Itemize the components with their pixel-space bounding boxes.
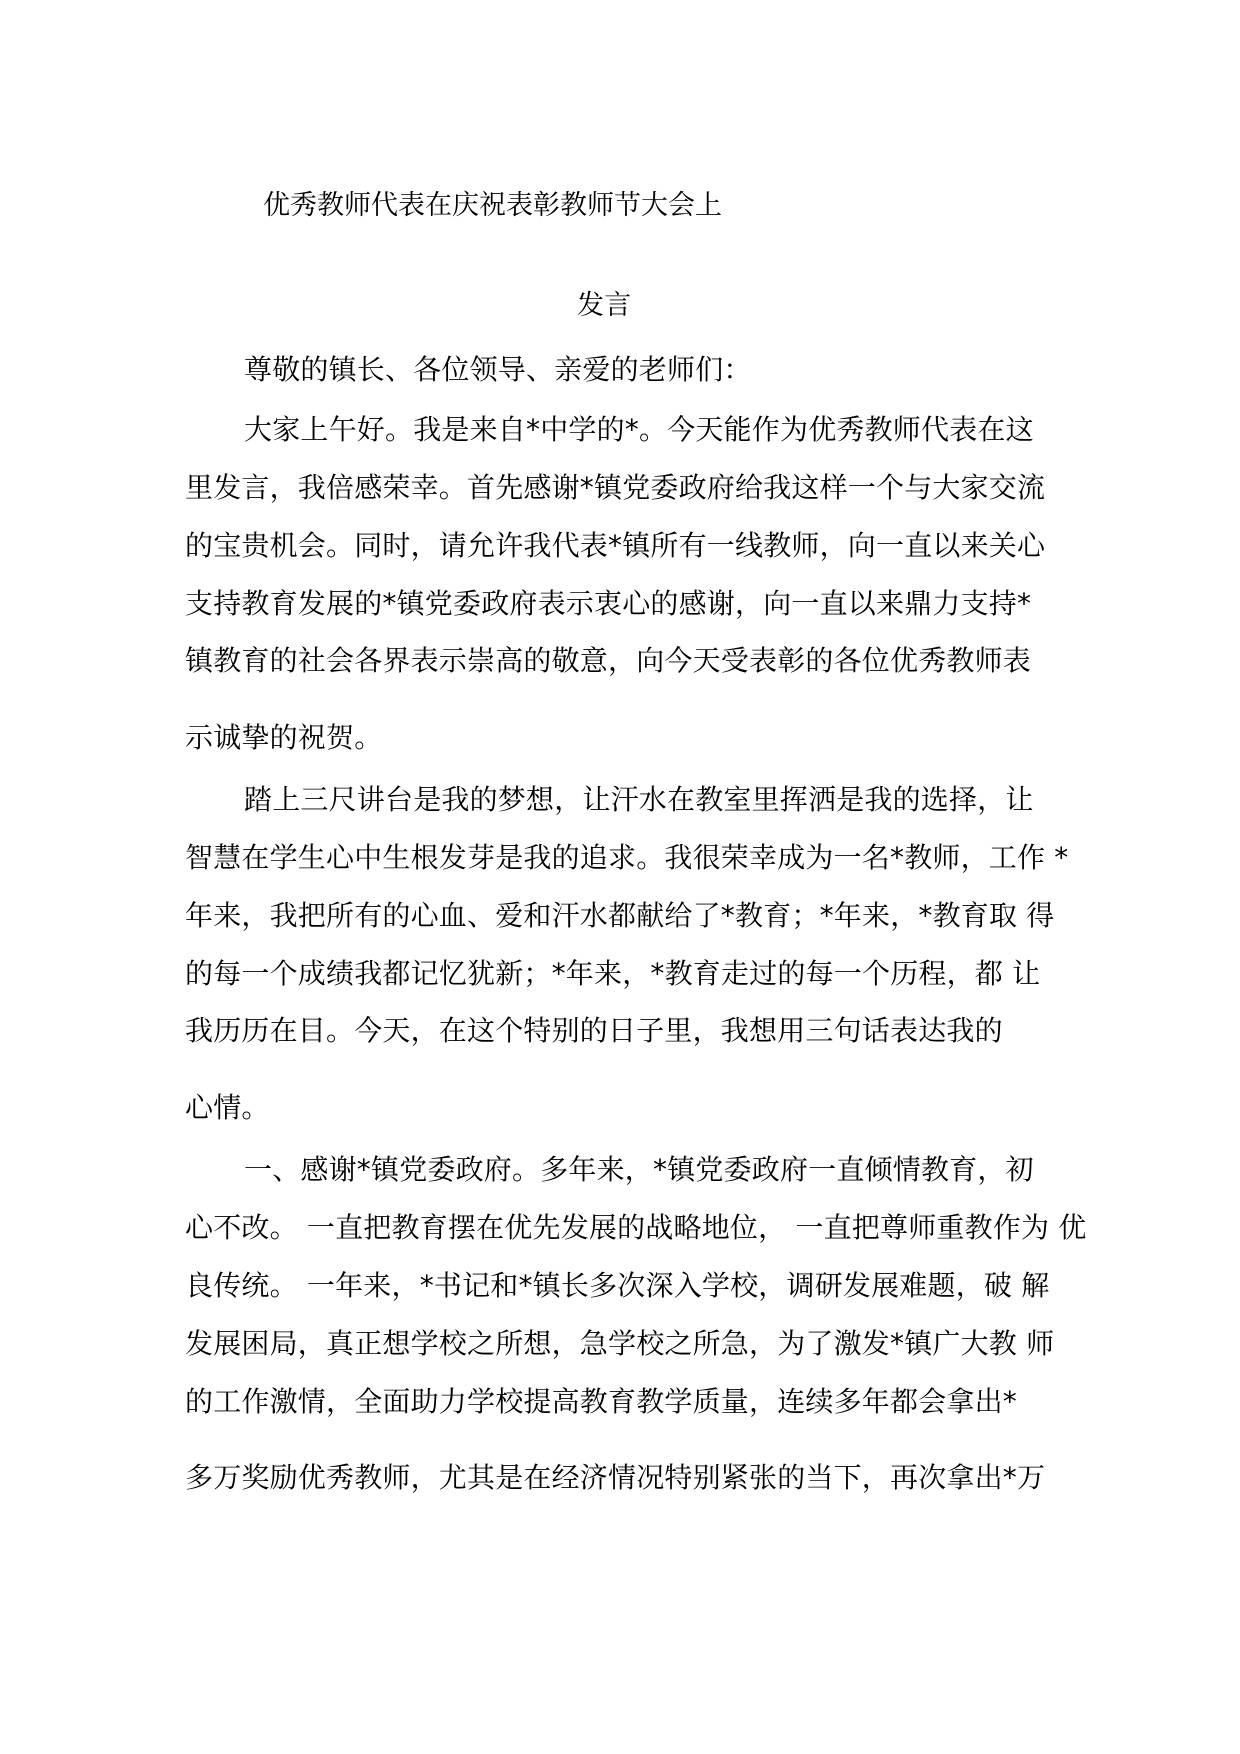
body-line: 心情。	[185, 1091, 270, 1124]
body-line: 心不改。 一直把教育摆在优先发展的战略地位， 一直把尊师重教作为 优	[185, 1211, 1087, 1244]
body-line: 多万奖励优秀教师，尤其是在经济情况特别紧张的当下，再次拿出*万	[185, 1461, 1046, 1494]
body-line: 智慧在学生心中生根发芽是我的追求。我很荣幸成为一名*教师，工作 *	[185, 841, 1069, 874]
salutation: 尊敬的镇长、各位领导、亲爱的老师们：	[244, 353, 752, 386]
body-line: 的宝贵机会。同时，请允许我代表*镇所有一线教师，向一直以来关心	[185, 529, 1046, 562]
body-line: 年来，我把所有的心血、爱和汗水都献给了*教育；*年来，*教育取 得	[185, 899, 1055, 932]
body-line: 的每一个成绩我都记忆犹新；*年来，*教育走过的每一个历程，都 让	[185, 957, 1041, 990]
body-line: 大家上午好。我是来自*中学的*。今天能作为优秀教师代表在这	[244, 413, 1034, 446]
body-line: 示诚挚的祝贺。	[185, 721, 383, 754]
body-line: 良传统。 一年来，*书记和*镇长多次深入学校，调研发展难题，破 解	[185, 1269, 1050, 1302]
body-line: 里发言，我倍感荣幸。首先感谢*镇党委政府给我这样一个与大家交流	[185, 471, 1046, 504]
body-line: 发展困局，真正想学校之所想，急学校之所急，为了激发*镇广大教 师	[185, 1327, 1055, 1360]
body-line: 支持教育发展的*镇党委政府表示衷心的感谢，向一直以来鼎力支持*	[185, 587, 1032, 620]
body-line: 踏上三尺讲台是我的梦想，让汗水在教室里挥洒是我的选择，让	[244, 783, 1034, 816]
body-line: 我历历在目。今天，在这个特别的日子里，我想用三句话表达我的	[185, 1014, 1003, 1047]
document-title-line-1: 优秀教师代表在庆祝表彰教师节大会上	[263, 190, 722, 221]
body-line: 一、感谢*镇党委政府。多年来，*镇党委政府一直倾情教育，初	[244, 1153, 1034, 1186]
body-line: 的工作激情，全面助力学校提高教育教学质量，连续多年都会拿出*	[185, 1385, 1018, 1418]
body-line: 镇教育的社会各界表示崇高的敬意，向今天受表彰的各位优秀教师表	[185, 644, 1032, 677]
document-title-line-2: 发言	[577, 290, 632, 321]
